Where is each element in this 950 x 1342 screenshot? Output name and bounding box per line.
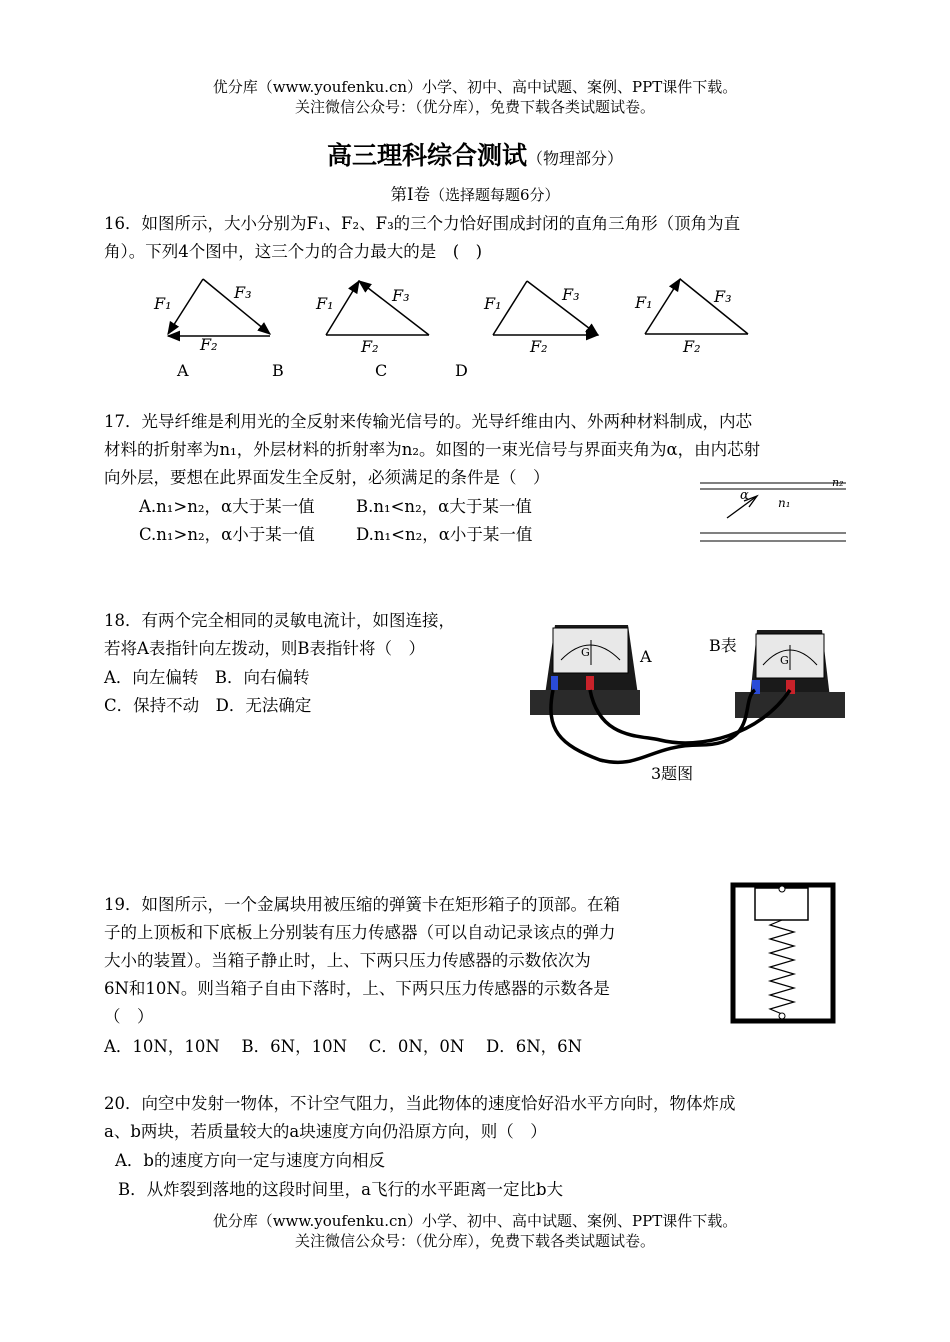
q18-fig-label-a: A [640, 647, 652, 666]
q18-fig-caption: 3题图 [651, 764, 694, 783]
q18-line-1: 18．有两个完全相同的灵敏电流计，如图连接， [104, 611, 455, 630]
q16-c-f2: F₂ [530, 337, 548, 356]
q16-d-f3: F₃ [714, 287, 732, 306]
q17-line-1: 17．光导纤维是利用光的全反射来传输光信号的。光导纤维由内、外两种材料制成，内芯 [104, 412, 752, 431]
q16-option-c: C [375, 361, 388, 380]
q16-line-1: 16．如图所示，大小分别为F₁、F₂、F₃的三个力恰好围成封闭的直角三角形（顶角为直 [104, 214, 741, 233]
q17-fig-n2: n₂ [832, 476, 844, 489]
q17-option-d: D.n₁<n₂，α小于某一值 [356, 525, 533, 544]
q16-a-f1: F₁ [154, 294, 172, 313]
q16-d-f2: F₂ [683, 337, 701, 356]
q18-fig-g-a: G [581, 646, 590, 659]
q20-option-a: A．b的速度方向一定与速度方向相反 [115, 1151, 385, 1170]
q16-b-f1: F₁ [316, 294, 334, 313]
q20-option-b: B．从炸裂到落地的这段时间里，a飞行的水平距离一定比b大 [118, 1180, 564, 1199]
q16-option-b: B [272, 361, 284, 380]
q18-line-2: 若将A表指针向左拨动，则B表指针将（ ） [104, 639, 426, 658]
footer-line-1: 优分库（www.youfenku.cn）小学、初中、高中试题、案例、PPT课件下载。 [212, 1212, 738, 1230]
q16-d-f1: F₁ [635, 293, 653, 312]
q18-fig-label-b: B表 [709, 636, 737, 655]
q16-c-f3: F₃ [562, 285, 580, 304]
q17-line-2: 材料的折射率为n₁，外层材料的折射率为n₂。如图的一束光信号与界面夹角为α，由内芯射 [104, 440, 761, 459]
q19-line-1: 19．如图所示，一个金属块用被压缩的弹簧卡在矩形箱子的顶部。在箱 [104, 895, 620, 914]
q20-line-1: 20．向空中发射一物体，不计空气阻力，当此物体的速度恰好沿水平方向时，物体炸成 [104, 1094, 736, 1113]
q17-option-a: A.n₁>n₂，α大于某一值 [139, 497, 315, 516]
header-line-1: 优分库（www.youfenku.cn）小学、初中、高中试题、案例、PPT课件下载。 [212, 78, 738, 96]
q16-line-2: 角）。下列4个图中，这三个力的合力最大的是 ( ) [104, 242, 483, 261]
section-label: 第Ⅰ卷 [390, 185, 430, 204]
title-sub: （物理部分） [527, 149, 624, 168]
q20-line-2: a、b两块，若质量较大的a块速度方向仍沿原方向，则（ ） [104, 1122, 547, 1141]
q19-line-5: （ ） [104, 1007, 154, 1026]
q17-line-3: 向外层，要想在此界面发生全反射，必须满足的条件是（ ） [104, 468, 550, 487]
q17-fig-n1: n₁ [778, 496, 791, 510]
q17-option-c: C.n₁>n₂，α小于某一值 [139, 525, 315, 544]
q19-line-3: 大小的装置）。当箱子静止时，上、下两只压力传感器的示数依次为 [104, 951, 591, 970]
q16-option-a: A [177, 361, 189, 380]
q16-c-f1: F₁ [484, 294, 502, 313]
q16-b-f2: F₂ [361, 337, 379, 356]
section-note: （选择题每题6分） [429, 186, 560, 204]
q19-options: A．10N，10N B．6N，10N C．0N，0N D．6N，6N [104, 1037, 583, 1056]
q16-option-d: D [455, 361, 468, 380]
q18-options-2: C．保持不动 D．无法确定 [104, 696, 312, 715]
q19-line-2: 子的上顶板和下底板上分别装有压力传感器（可以自动记录该点的弹力 [104, 923, 616, 942]
footer-line-2: 关注微信公众号：（优分库），免费下载各类试题试卷。 [294, 1232, 655, 1250]
q17-fig-alpha: α [740, 488, 749, 503]
q19-line-4: 6N和10N。则当箱子自由下落时，上、下两只压力传感器的示数各是 [104, 979, 610, 998]
q17-option-b: B.n₁<n₂，α大于某一值 [356, 497, 532, 516]
q16-a-f3: F₃ [234, 283, 252, 302]
header-line-2: 关注微信公众号：（优分库），免费下载各类试题试卷。 [294, 98, 655, 116]
q16-b-f3: F₃ [392, 286, 410, 305]
q18-options-1: A．向左偏转 B．向右偏转 [104, 668, 310, 687]
q18-fig-g-b: G [780, 654, 789, 667]
q16-a-f2: F₂ [200, 335, 218, 354]
title-main: 高三理科综合测试 [326, 141, 527, 170]
